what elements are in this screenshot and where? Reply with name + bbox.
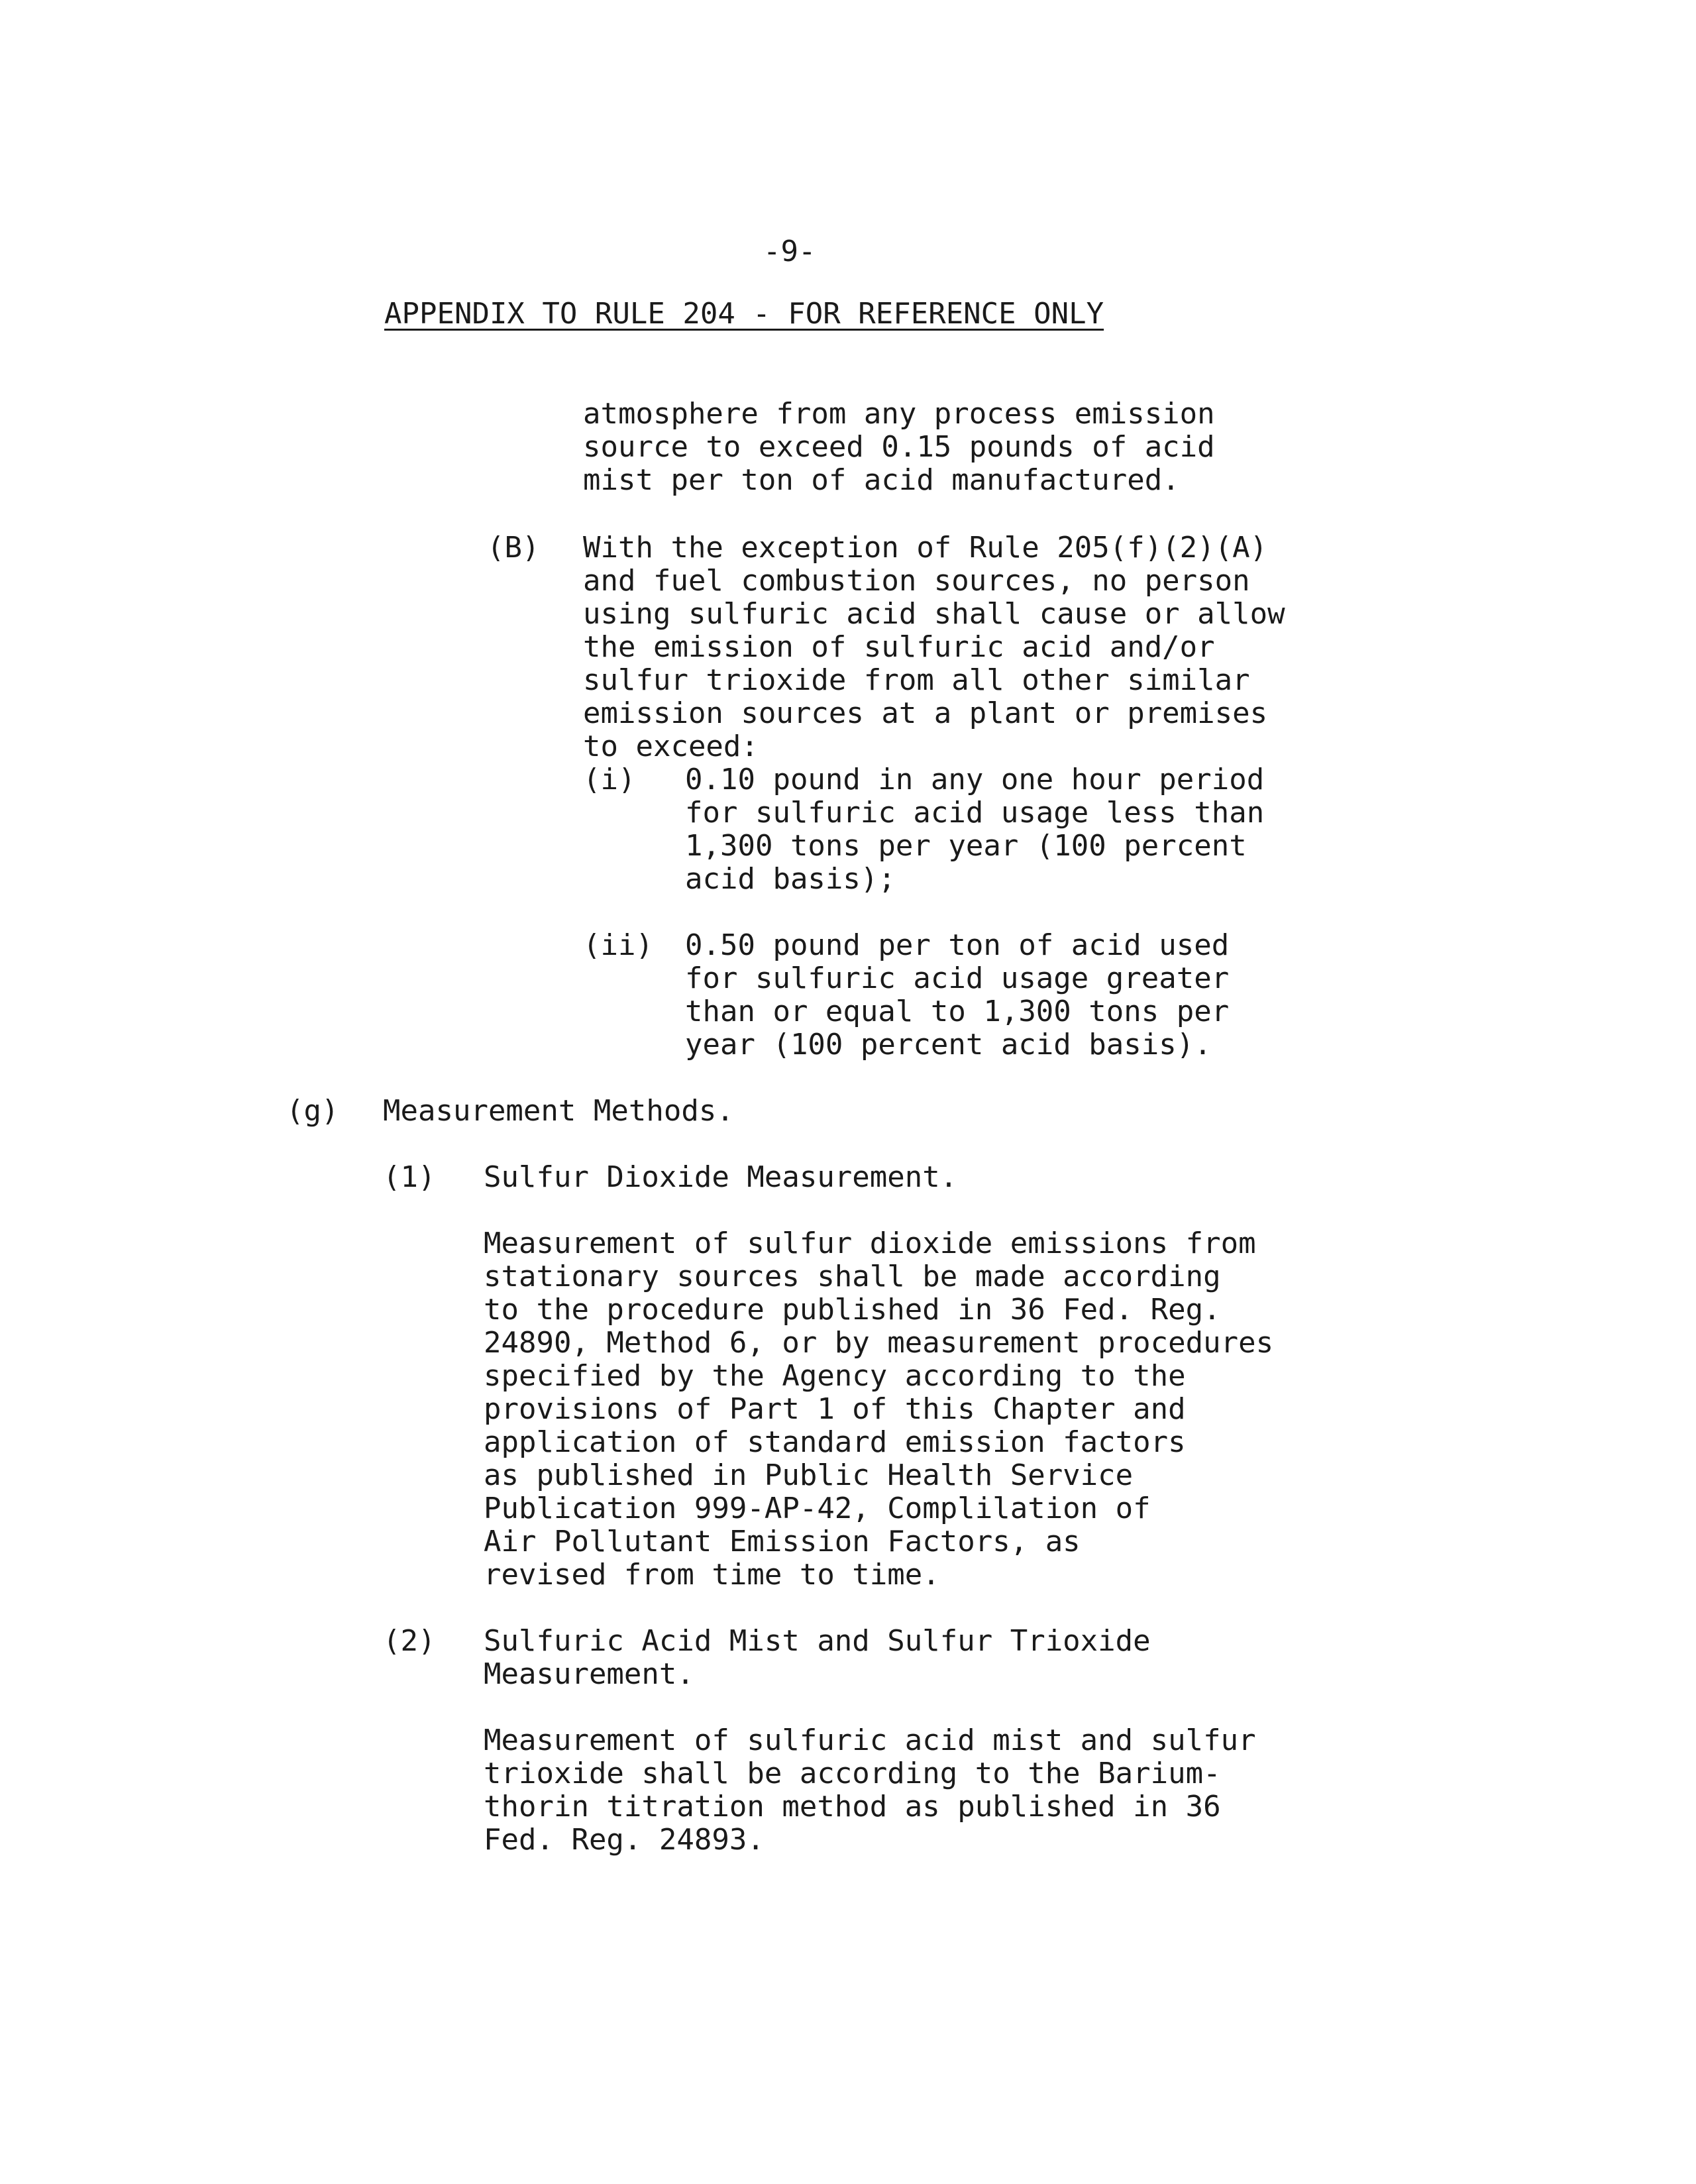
page-header: APPENDIX TO RULE 204 - FOR REFERENCE ONLY — [384, 297, 1104, 331]
item-2-label: (2) — [383, 1624, 436, 1658]
sub-i-paragraph — [685, 763, 1264, 896]
text-line: and fuel combustion sources, no person — [583, 564, 1250, 598]
text-line: revised from time to time. — [484, 1558, 940, 1592]
text-line: Measurement. — [484, 1657, 694, 1691]
section-b-label: (B) — [487, 531, 540, 565]
text-line: Sulfuric Acid Mist and Sulfur Trioxide — [484, 1624, 1151, 1658]
item-1-label: (1) — [383, 1160, 436, 1194]
text-line: for sulfuric acid usage less than — [685, 796, 1265, 830]
text-line: source to exceed 0.15 pounds of acid — [583, 430, 1215, 464]
text-line: than or equal to 1,300 tons per — [685, 995, 1230, 1028]
text-line: With the exception of Rule 205(f)(2)(A) — [583, 531, 1268, 565]
text-line: emission sources at a plant or premises — [583, 696, 1268, 730]
section-b-paragraph — [583, 531, 1285, 763]
sub-i-label: (i) — [583, 763, 636, 796]
text-line: the emission of sulfuric acid and/or — [583, 630, 1215, 664]
page-number: -9- — [763, 235, 816, 268]
continuation-paragraph — [583, 398, 1215, 497]
text-line: Air Pollutant Emission Factors, as — [484, 1525, 1081, 1558]
item-2-body — [484, 1724, 1256, 1857]
text-line: 0.10 pound in any one hour period — [685, 763, 1265, 796]
text-line: Measurement of sulfur dioxide emissions from — [484, 1227, 1256, 1260]
text-line: 0.50 pound per ton of acid used — [685, 928, 1230, 962]
text-line: thorin titration method as published in 36 — [484, 1790, 1221, 1824]
text-line: for sulfuric acid usage greater — [685, 961, 1230, 995]
text-line: Measurement of sulfuric acid mist and sulfur — [484, 1723, 1256, 1757]
sub-ii-label: (ii) — [583, 928, 653, 962]
text-line: stationary sources shall be made according — [484, 1260, 1221, 1293]
text-line: using sulfuric acid shall cause or allow — [583, 597, 1285, 631]
text-line: as published in Public Health Service — [484, 1458, 1134, 1492]
section-g-label: (g) — [286, 1094, 339, 1128]
text-line: specified by the Agency according to the — [484, 1359, 1186, 1393]
text-line: Publication 999-AP-42, Complilation of — [484, 1492, 1151, 1525]
text-line: trioxide shall be according to the Barium- — [484, 1757, 1221, 1790]
text-line: acid basis); — [685, 862, 896, 896]
text-line: mist per ton of acid manufactured. — [583, 463, 1180, 497]
text-line: Fed. Reg. 24893. — [484, 1823, 765, 1857]
section-g-title: Measurement Methods. — [383, 1094, 734, 1128]
item-1-title: Sulfur Dioxide Measurement. — [484, 1160, 958, 1194]
text-line: 1,300 tons per year (100 percent — [685, 829, 1247, 863]
text-line: provisions of Part 1 of this Chapter and — [484, 1392, 1186, 1426]
item-1-body — [484, 1227, 1273, 1592]
item-2-title — [484, 1625, 1151, 1691]
text-line: application of standard emission factors — [484, 1425, 1186, 1459]
sub-ii-paragraph — [685, 929, 1229, 1062]
text-line: to exceed: — [583, 730, 759, 763]
text-line: to the procedure published in 36 Fed. Reg. — [484, 1293, 1221, 1327]
text-line: year (100 percent acid basis). — [685, 1028, 1212, 1062]
text-line: 24890, Method 6, or by measurement procedures — [484, 1326, 1274, 1360]
text-line: sulfur trioxide from all other similar — [583, 663, 1250, 697]
text-line: atmosphere from any process emission — [583, 397, 1215, 431]
